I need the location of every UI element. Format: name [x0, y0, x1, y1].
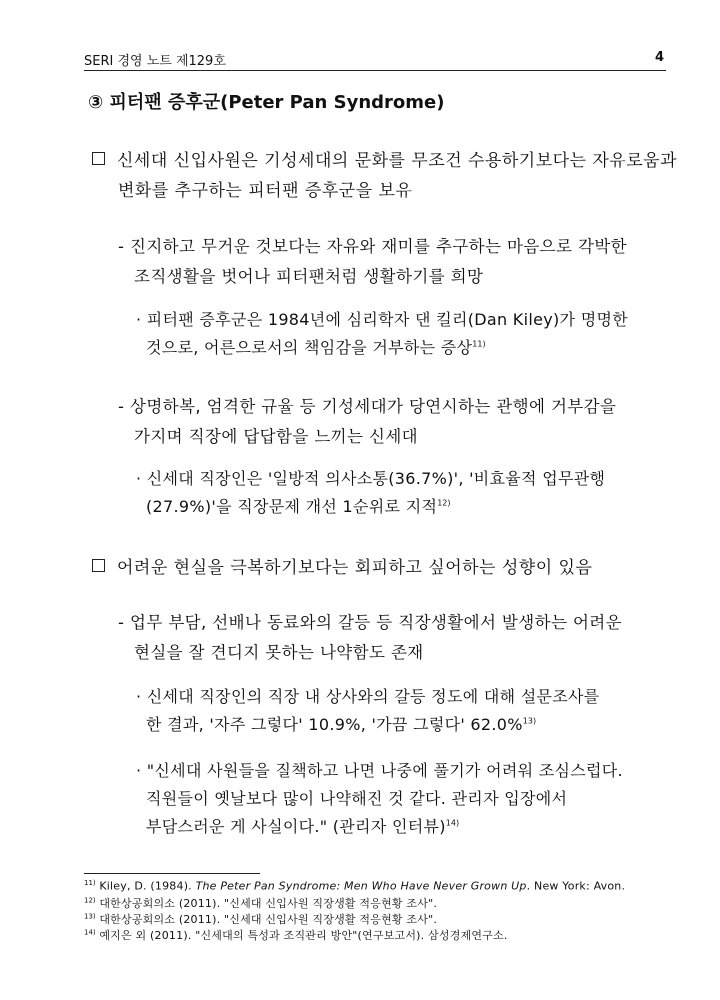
footnote-divider	[84, 873, 260, 874]
point-1-text-2: 것으로, 어른으로서의 책임감을 거부하는 증상	[146, 338, 473, 357]
footnote-book-title: The Peter Pan Syndrome: Men Who Have Never Grown Up	[195, 879, 527, 893]
footnote-14	[84, 927, 508, 943]
footnote-12	[84, 895, 437, 911]
dash-2-line-2: 가지며 직장에 답답함을 느끼는 신세대	[134, 427, 419, 446]
point-2-line-1: · 신세대 직장인은 '일방적 의사소통(36.7%)', '비효율적 업무관행	[136, 469, 606, 488]
dash-2-line-1: - 상명하복, 엄격한 규율 등 기성세대가 당연시하는 관행에 거부감을	[118, 397, 617, 416]
bullet-1-text-1: 신세대 신입사원은 기성세대의 문화를 무조건 수용하기보다는 자유로움과	[117, 151, 678, 171]
bullet-1-line-1	[92, 146, 677, 171]
footnote-ref-14: 14)	[445, 818, 460, 828]
point-2-text-2: (27.9%)'을 직장문제 개선 1순위로 지적	[146, 497, 438, 516]
footnote-13	[84, 911, 437, 927]
point-1-line-2	[146, 335, 486, 358]
section-title: ③ 피터팬 증후군(Peter Pan Syndrome)	[88, 92, 445, 113]
footnote-author: Kiley, D. (1984).	[99, 879, 196, 893]
footnote-ref-12: 12)	[437, 498, 451, 508]
footnote-text: 대한상공회의소 (2011). "신세대 신입사원 직장생활 적응현황 조사".	[99, 897, 438, 910]
header-title: SERI 경영 노트 제129호	[84, 54, 226, 69]
footnote-number: 11)	[84, 879, 96, 887]
point-4-text-3: 부담스러운 게 사실이다." (관리자 인터뷰)	[146, 817, 446, 836]
dash-3-line-2: 현실을 잘 견디지 못하는 나약함도 존재	[134, 643, 424, 662]
page-number: 4	[654, 50, 664, 65]
dash-3-line-1: - 업무 부담, 선배나 동료와의 갈등 등 직장생활에서 발생하는 어려운	[118, 613, 622, 632]
point-4-line-3	[146, 814, 459, 837]
footnote-11	[84, 879, 625, 893]
bullet-2-line-1	[92, 553, 592, 578]
footnote-text: 예지은 외 (2011). "신세대의 특성과 조직관리 방안"(연구보고서). 삼성경제연구소.	[99, 929, 508, 942]
footnote-ref-11: 11)	[472, 339, 486, 349]
footnote-ref-13: 13)	[522, 716, 537, 726]
point-4-line-2: 직원들이 옛날보다 많이 나약해진 것 같다. 관리자 입장에서	[146, 789, 568, 808]
checkbox-bullet-icon	[92, 152, 105, 165]
checkbox-bullet-icon	[92, 559, 105, 572]
footnote-number: 14)	[84, 928, 96, 937]
point-2-line-2	[146, 494, 451, 517]
footnote-text: 대한상공회의소 (2011). "신세대 신입사원 직장생활 적응현황 조사".	[99, 913, 438, 926]
footnote-number: 13)	[84, 912, 96, 921]
dash-1-line-2: 조직생활을 벗어나 피터팬처럼 생활하기를 희망	[134, 267, 484, 286]
point-3-text-2: 한 결과, '자주 그렇다' 10.9%, '가끔 그렇다' 62.0%	[146, 715, 523, 734]
point-3-line-2	[146, 712, 536, 735]
footnote-publisher: . New York: Avon.	[526, 879, 626, 893]
bullet-1-line-2: 변화를 추구하는 피터팬 증후군을 보유	[118, 181, 413, 201]
point-4-line-1: · "신세대 사원들을 질책하고 나면 나중에 풀기가 어려워 조심스럽다.	[136, 761, 623, 780]
running-header	[84, 50, 666, 71]
bullet-2-text-1: 어려운 현실을 극복하기보다는 회피하고 싶어하는 성향이 있음	[117, 558, 593, 578]
point-1-line-1: · 피터팬 증후군은 1984년에 심리학자 댄 킬리(Dan Kiley)가 명명한	[136, 310, 628, 329]
dash-1-line-1: - 진지하고 무거운 것보다는 자유와 재미를 추구하는 마음으로 각박한	[118, 237, 628, 256]
point-3-line-1: · 신세대 직장인의 직장 내 상사와의 갈등 정도에 대해 설문조사를	[136, 687, 600, 706]
footnote-number: 12)	[84, 896, 96, 905]
